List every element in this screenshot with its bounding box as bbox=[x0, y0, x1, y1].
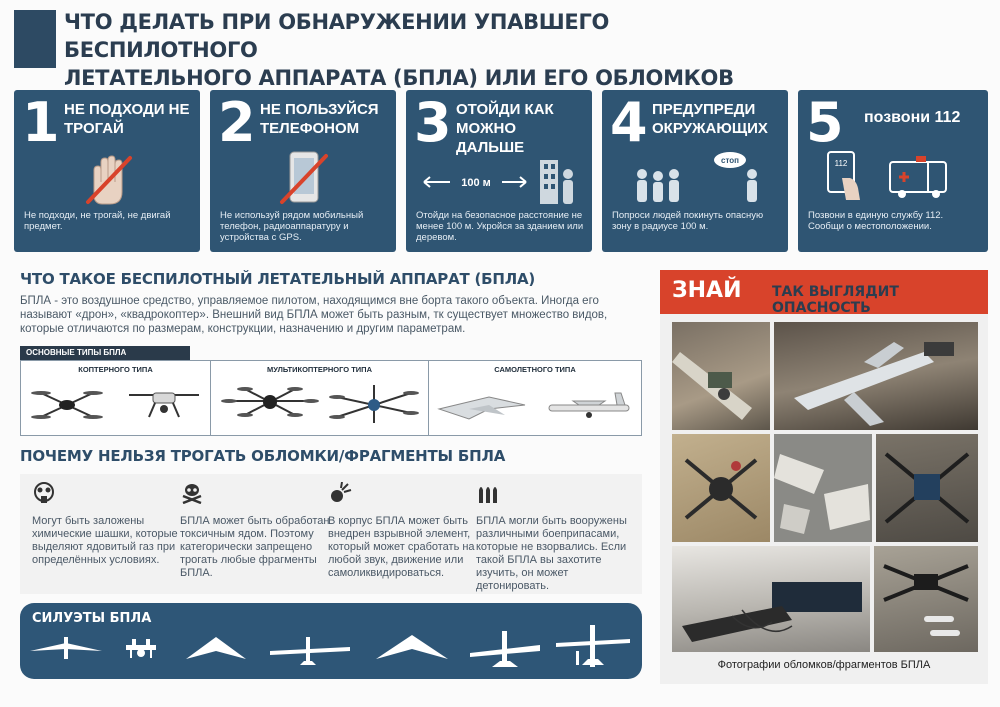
step-description: Позвони в единую службу 112. Сообщи о местоположении. bbox=[808, 210, 944, 232]
type-copter bbox=[21, 361, 211, 435]
gas-mask-icon bbox=[32, 482, 56, 504]
warn-people-icon bbox=[602, 148, 788, 208]
type-multicopter bbox=[211, 361, 429, 435]
silhouettes-bar bbox=[20, 603, 642, 679]
step-card-4 bbox=[602, 90, 788, 252]
plane-drones-icon bbox=[429, 375, 641, 435]
what-is-uav-title: ЧТО ТАКОЕ БЕСПИЛОТНЫЙ ЛЕТАТЕЛЬНЫЙ АППАРАТ (БПЛА) bbox=[20, 270, 536, 288]
stop-bubble-label: стоп bbox=[721, 156, 739, 165]
page-title-line1: ЧТО ДЕЛАТЬ ПРИ ОБНАРУЖЕНИИ УПАВШЕГО БЕСПИЛОТНОГО bbox=[64, 10, 610, 62]
step-title: позвони 112 bbox=[864, 109, 961, 126]
page-title bbox=[64, 8, 764, 92]
know-header bbox=[660, 270, 988, 314]
step-description: Попроси людей покинуть опасную зону в радиусе 100 м. bbox=[612, 210, 764, 232]
uav-silhouettes-icon bbox=[20, 603, 642, 679]
know-subtitle: ТАК ВЫГЛЯДИТ ОПАСНОСТЬ bbox=[772, 284, 899, 316]
step-title: НЕ ПОДХОДИ НЕ ТРОГАЙ bbox=[64, 101, 190, 137]
step-title: НЕ ПОЛЬЗУЙСЯ ТЕЛЕФОНОМ bbox=[260, 101, 379, 137]
step-title: ОТОЙДИ КАК МОЖНО ДАЛЬШЕ bbox=[456, 101, 554, 156]
copter-drones-icon bbox=[21, 375, 211, 435]
emergency-call-icon bbox=[798, 148, 984, 208]
reason-text: В корпус БПЛА может быть внедрен взрывной элемент, который может сработать на любой звук, движение или самоликвидироваться. bbox=[328, 515, 475, 579]
header-accent-bar bbox=[14, 10, 56, 68]
wreckage-photo-3 bbox=[672, 434, 770, 542]
step-description: Не подходи, не трогай, не двигай предмет. bbox=[24, 210, 171, 232]
uav-types-tab: ОСНОВНЫЕ ТИПЫ БПЛА bbox=[20, 346, 190, 360]
ammunition-icon bbox=[476, 482, 500, 504]
wreckage-photo-5 bbox=[876, 434, 978, 542]
step-card-1 bbox=[14, 90, 200, 252]
no-phone-icon bbox=[210, 148, 396, 208]
know-word: ЗНАЙ bbox=[672, 278, 742, 303]
reason-item bbox=[32, 482, 182, 567]
distance-label: 100 м bbox=[461, 177, 491, 189]
photo-caption: Фотографии обломков/фрагментов БПЛА bbox=[717, 659, 931, 671]
step-number: 1 bbox=[22, 91, 60, 154]
wreckage-image bbox=[774, 434, 872, 542]
wreckage-image bbox=[672, 434, 770, 542]
type-plane bbox=[429, 361, 641, 435]
type-label: САМОЛЕТНОГО ТИПА bbox=[494, 365, 576, 374]
distance-icon bbox=[406, 148, 592, 208]
reasons-box bbox=[20, 474, 642, 594]
wreckage-image bbox=[876, 434, 978, 542]
skull-crossbones-icon bbox=[180, 482, 204, 504]
reason-item bbox=[180, 482, 330, 580]
wreckage-photo-2 bbox=[774, 322, 978, 430]
no-touch-hand-icon bbox=[14, 148, 200, 208]
reason-text: БПЛА может быть обработан токсичным ядом. Поэтому категорически запрещено трогать любые фрагменты БПЛА. bbox=[180, 515, 330, 579]
step-card-2 bbox=[210, 90, 396, 252]
why-not-touch-title: ПОЧЕМУ НЕЛЬЗЯ ТРОГАТЬ ОБЛОМКИ/ФРАГМЕНТЫ БПЛА bbox=[20, 447, 506, 465]
steps-row bbox=[14, 90, 989, 252]
page-title-line2: ЛЕТАТЕЛЬНОГО АППАРАТА (БПЛА) ИЛИ ЕГО ОБЛОМКОВ bbox=[64, 66, 734, 90]
multicopter-drones-icon bbox=[211, 375, 429, 435]
step-card-3 bbox=[406, 90, 592, 252]
explosion-icon bbox=[328, 482, 352, 504]
wreckage-image bbox=[672, 546, 870, 652]
type-label: МУЛЬТИКОПТЕРНОГО ТИПА bbox=[267, 365, 372, 374]
type-label: КОПТЕРНОГО ТИПА bbox=[78, 365, 153, 374]
step-number: 5 bbox=[806, 91, 844, 154]
step-title: ПРЕДУПРЕДИ ОКРУЖАЮЩИХ bbox=[652, 101, 768, 137]
wreckage-image bbox=[672, 322, 770, 430]
reason-text: БПЛА могли быть вооружены различными боеприпасами, которые не взорвались. Если такой БПЛА вы захотите изучить, он может детонировать. bbox=[476, 515, 627, 592]
wreckage-image bbox=[874, 546, 978, 652]
reason-text: Могут быть заложены химические шашки, которые выделяют ядовитый газ при определённых условиях. bbox=[32, 515, 178, 566]
what-is-uav-text: БПЛА - это воздушное средство, управляемое пилотом, находящимся вне борта такого объекта. Иногда его называют «дрон», «квадрокоптер». Внешний вид БПЛА может быть разным, тк существует множество видов, которые отличаются по размерам, конструкции, назначению и другим параметрам. bbox=[20, 295, 608, 335]
wreckage-photo-1 bbox=[672, 322, 770, 430]
step-number: 2 bbox=[218, 91, 256, 154]
wreckage-photo-7 bbox=[874, 546, 978, 652]
phone-112-label: 112 bbox=[834, 159, 848, 168]
step-description: Отойди на безопасное расстояние не менее 100 м. Укройся за зданием или деревом. bbox=[416, 210, 584, 243]
know-panel bbox=[660, 270, 988, 684]
silhouettes-title: СИЛУЭТЫ БПЛА bbox=[32, 611, 152, 626]
wreckage-photo-6 bbox=[672, 546, 870, 652]
wreckage-image bbox=[774, 322, 978, 430]
reason-item bbox=[328, 482, 478, 580]
wreckage-photo-4 bbox=[774, 434, 872, 542]
step-card-5 bbox=[798, 90, 988, 252]
step-number: 4 bbox=[610, 91, 648, 154]
uav-types-box bbox=[20, 360, 642, 436]
step-description: Не используй рядом мобильный телефон, радиоаппаратуру и устройства с GPS. bbox=[220, 210, 364, 243]
reason-item bbox=[476, 482, 636, 593]
step-number: 3 bbox=[414, 91, 452, 154]
